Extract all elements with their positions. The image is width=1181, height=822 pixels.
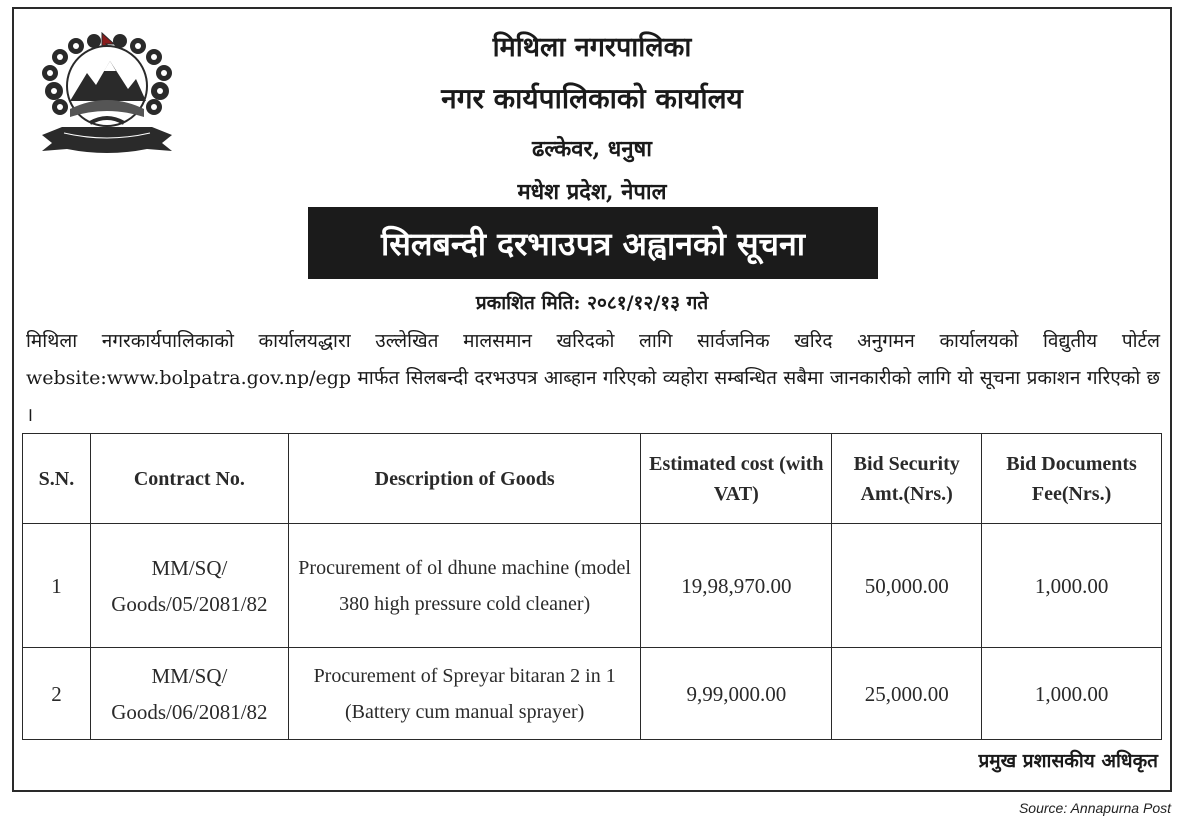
header-fee: Bid Documents Fee(Nrs.) xyxy=(982,434,1162,524)
cell-description: Procurement of Spreyar bitaran 2 in 1 (Battery cum manual sprayer) xyxy=(288,648,641,740)
notice-frame xyxy=(12,7,1172,792)
office-name: नगर कार्यपालिकाको कार्यालय xyxy=(441,82,743,115)
header-cost: Estimated cost (with VAT) xyxy=(641,434,832,524)
cell-contract: MM/SQ/ Goods/06/2081/82 xyxy=(90,648,288,740)
cell-description: Procurement of ol dhune machine (model 380 high pressure cold cleaner) xyxy=(288,524,641,648)
table-header-row xyxy=(23,434,1162,524)
municipality-name: मिथिला नगरपालिका xyxy=(492,32,692,63)
cell-security: 50,000.00 xyxy=(832,524,982,648)
cell-fee: 1,000.00 xyxy=(982,524,1162,648)
notice-title: सिलबन्दी दरभाउपत्र अह्वानको सूचना xyxy=(380,224,805,263)
office-address: ढल्केवर, धनुषा xyxy=(532,136,652,162)
header-sn: S.N. xyxy=(23,434,91,524)
table-row xyxy=(23,648,1162,740)
cell-contract: MM/SQ/ Goods/05/2081/82 xyxy=(90,524,288,648)
header-description: Description of Goods xyxy=(288,434,641,524)
table-row xyxy=(23,524,1162,648)
signatory-title: प्रमुख प्रशासकीय अधिकृत xyxy=(978,750,1158,772)
bid-table xyxy=(22,433,1162,740)
cell-cost: 19,98,970.00 xyxy=(641,524,832,648)
office-province: मधेश प्रदेश, नेपाल xyxy=(517,179,667,205)
header-security: Bid Security Amt.(Nrs.) xyxy=(832,434,982,524)
cell-fee: 1,000.00 xyxy=(982,648,1162,740)
cell-sn: 1 xyxy=(23,524,91,648)
source-credit: Source: Annapurna Post xyxy=(1018,800,1171,816)
notice-body: मिथिला नगरकार्यपालिकाको कार्यालयद्धारा उल्लेखित मालसमान खरिदको लागि सार्वजनिक खरिद अनुगमन कार्यालयको विद्युतीय पोर्टल website:www.bolpatra.gov.np/egp मार्फत सिलबन्दी दरभउपत्र आब्हान गरिएको व्यहोरा सम्बन्धित सबैमा जानकारीको लागि यो सूचना प्रकाशन गरिएको छ । xyxy=(26,330,1160,426)
published-date: प्रकाशित मिति: २०८१/१२/१३ गते xyxy=(475,292,709,314)
cell-sn: 2 xyxy=(23,648,91,740)
cell-security: 25,000.00 xyxy=(832,648,982,740)
header-contract: Contract No. xyxy=(90,434,288,524)
cell-cost: 9,99,000.00 xyxy=(641,648,832,740)
notice-title-banner xyxy=(308,207,878,279)
